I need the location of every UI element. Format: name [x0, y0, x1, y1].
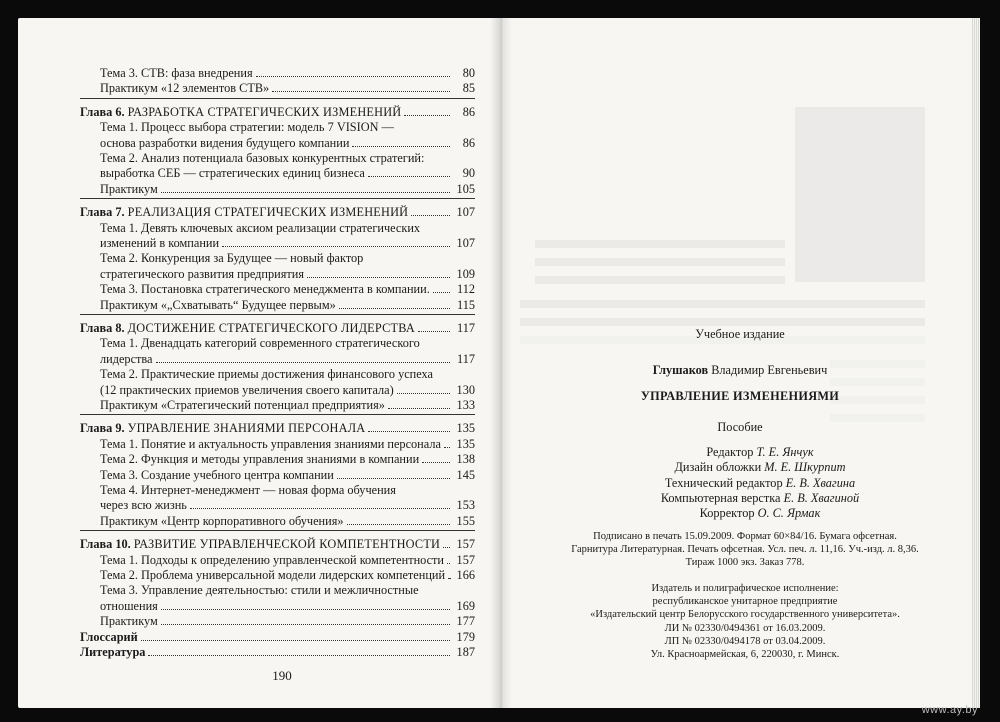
leader-dots	[141, 639, 450, 641]
page-number: 190	[272, 668, 292, 683]
leader-dots	[411, 214, 450, 216]
toc-entry	[100, 236, 475, 250]
leader-dots	[307, 276, 450, 278]
toc-entry	[100, 66, 475, 80]
imprint-line: Тираж 1000 экз. Заказ 778.	[685, 557, 805, 569]
toc-entry-text: Тема 2. Анализ потенциала базовых конкурентных стратегий:	[100, 151, 425, 165]
toc-page-number: 135	[456, 421, 475, 436]
leader-dots	[222, 245, 450, 247]
toc-entry	[100, 367, 475, 381]
toc-entry-text: Тема 3. Управление деятельностью: стили и межличностные	[100, 583, 419, 598]
credit-role: Компьютерная верстка	[660, 490, 781, 505]
toc-entry	[100, 483, 475, 497]
chapter-separator	[80, 98, 475, 99]
toc-entry-text: Тема 1. Девять ключевых аксиом реализации стратегических	[100, 220, 421, 235]
toc-page-number: 166	[456, 568, 475, 582]
toc-entry	[100, 568, 475, 582]
toc-entry-text: Тема 1. Процесс выбора стратегии: модель 7 VISION —	[100, 120, 394, 135]
toc-page-number: 86	[462, 135, 475, 150]
toc-entry-text: стратегического развития предприятия	[100, 266, 304, 281]
leader-dots	[339, 307, 450, 309]
toc-entry	[100, 136, 475, 150]
toc-page-number: 135	[456, 436, 475, 451]
toc-entry	[100, 398, 475, 412]
credit-line	[560, 476, 960, 490]
toc-page-number: 179	[456, 629, 475, 644]
genre: Пособие	[717, 420, 763, 434]
chapter-separator	[80, 530, 475, 531]
toc-entry-text: через всю жизнь	[100, 498, 187, 513]
toc-entry-text: Тема 3. СТВ: фаза внедрения	[100, 66, 253, 80]
toc-chapter	[80, 321, 475, 335]
toc-chapter	[80, 105, 475, 119]
leader-dots	[148, 654, 450, 656]
leader-dots	[161, 623, 450, 625]
toc-entry-text: Тема 2. Практические приемы достижения финансового успеха	[100, 367, 434, 382]
leader-dots	[433, 291, 450, 293]
leader-dots	[404, 114, 450, 116]
toc-entry	[100, 298, 475, 312]
toc-page-number: 109	[456, 266, 475, 281]
toc-page-number: 157	[456, 552, 475, 567]
toc-page-number: 117	[457, 321, 475, 335]
toc-page-number: 138	[456, 452, 475, 467]
toc-page-number: 115	[457, 297, 475, 312]
toc-page-number: 130	[456, 382, 475, 397]
credit-line	[560, 491, 960, 505]
toc-page-number: 177	[456, 614, 475, 629]
watermark: www.ay.by	[921, 704, 978, 716]
book-title: УПРАВЛЕНИЕ ИЗМЕНЕНИЯМИ	[640, 389, 840, 403]
credit-name: Е. В. Хвагина	[785, 475, 856, 490]
leader-dots	[444, 446, 450, 448]
toc-entry	[100, 166, 475, 180]
publisher-line: «Издательский центр Белорусского государственного университета».	[590, 609, 900, 621]
toc-page-number: 86	[462, 104, 475, 119]
leader-dots	[397, 392, 450, 394]
chapter-label: Глава 10.	[80, 537, 131, 552]
leader-dots	[418, 330, 450, 332]
toc-entry-text: Практикум «Стратегический потенциал предприятия»	[100, 398, 385, 412]
toc-page-number: 107	[456, 236, 475, 250]
toc-entry-text: Тема 2. Конкуренция за Будущее — новый фактор	[100, 251, 364, 266]
toc-entry	[100, 583, 475, 597]
toc-entry	[100, 553, 475, 567]
toc-page-number: 169	[456, 598, 475, 613]
credit-name: Е. В. Хвагиной	[783, 490, 860, 505]
toc-entry-text: Практикум	[100, 614, 158, 629]
toc-page-number: 80	[462, 66, 475, 80]
leader-dots	[447, 562, 450, 564]
credit-name: Т. Е. Янчук	[756, 445, 814, 459]
toc-chapter	[80, 205, 475, 219]
toc-entry-text: Тема 2. Проблема универсальной модели лидерских компетенций	[100, 568, 446, 582]
toc-entry-text: Практикум «Центр корпоративного обучения»	[100, 513, 344, 528]
leader-dots	[161, 608, 450, 610]
leader-dots	[448, 577, 450, 579]
toc-entry	[100, 437, 475, 451]
credit-role: Технический редактор	[664, 475, 783, 490]
toc-entry-text: отношения	[100, 598, 158, 613]
toc-entry-text: Тема 3. Создание учебного центра компании	[100, 467, 334, 482]
bleed-through-text	[535, 258, 785, 266]
leader-dots	[347, 523, 450, 525]
publisher-line: ЛИ № 02330/0494361 от 16.03.2009.	[664, 622, 826, 634]
chapter-separator	[80, 198, 475, 199]
toc-entry-text: Тема 3. Постановка стратегического менеджмента в компании.	[100, 282, 430, 297]
toc-chapter	[80, 630, 475, 644]
chapter-label: Глава 7.	[80, 205, 125, 220]
author-name: Владимир Евгеньевич	[711, 363, 828, 377]
toc-page-number: 112	[457, 282, 475, 297]
publisher-line: Издатель и полиграфическое исполнение:	[651, 583, 839, 594]
credit-role: Редактор	[706, 445, 754, 459]
toc-entry	[100, 251, 475, 265]
toc-entry	[100, 120, 475, 134]
bleed-through-text	[535, 240, 785, 248]
chapter-label: Глава 6.	[80, 104, 125, 119]
credit-line	[560, 506, 960, 520]
toc-entry-text: Тема 1. Понятие и актуальность управления знаниями персонала	[100, 436, 441, 451]
toc-entry-text: Практикум	[100, 181, 158, 196]
toc-page-number: 153	[456, 498, 475, 513]
toc-entry	[100, 221, 475, 235]
toc-page-number: 155	[456, 513, 475, 528]
toc-entry-text: Тема 2. Функция и методы управления знаниями в компании	[100, 452, 420, 467]
toc-entry	[100, 151, 475, 165]
leader-dots	[422, 461, 450, 463]
imprint-line: Гарнитура Литературная. Печать офсетная. Усл. печ. л. 11,16. Уч.-изд. л. 8,36.	[571, 544, 919, 556]
chapter-label: Глава 9.	[80, 421, 125, 436]
author-surname: Глушаков	[652, 363, 709, 377]
toc-entry-text: (12 практических приемов увеличения своего капитала)	[100, 382, 394, 397]
toc-entry	[100, 498, 475, 512]
leader-dots	[388, 407, 450, 409]
toc-entry-text: Практикум «„Схватывать“ Будущее первым»	[100, 297, 336, 312]
credit-line	[560, 460, 960, 474]
chapter-title: ДОСТИЖЕНИЕ СТРАТЕГИЧЕСКОГО ЛИДЕРСТВА	[127, 321, 415, 335]
leader-dots	[368, 175, 450, 177]
bleed-through-image	[795, 107, 925, 282]
chapter-label: Глоссарий	[80, 629, 138, 644]
toc-entry-text: Практикум «12 элементов СТВ»	[100, 81, 270, 96]
toc-chapter	[80, 537, 475, 551]
toc-entry	[100, 468, 475, 482]
leader-dots	[190, 507, 450, 509]
toc-entry	[100, 383, 475, 397]
toc-chapter	[80, 421, 475, 435]
toc-entry-text: Тема 1. Подходы к определению управленческой компетентности	[100, 552, 445, 567]
toc-page-number: 133	[456, 398, 475, 412]
bleed-through-text	[535, 276, 785, 284]
leader-dots	[443, 546, 450, 548]
credit-line	[560, 445, 960, 459]
toc-entry	[100, 614, 475, 628]
toc-entry	[100, 514, 475, 528]
toc-entry-text: выработка СЕБ — стратегических единиц бизнеса	[100, 166, 365, 181]
leader-dots	[368, 430, 450, 432]
chapter-title: УПРАВЛЕНИЕ ЗНАНИЯМИ ПЕРСОНАЛА	[127, 421, 366, 436]
toc-page-number: 85	[462, 81, 475, 96]
chapter-title: РАЗВИТИЕ УПРАВЛЕНЧЕСКОЙ КОМПЕТЕНТНОСТИ	[133, 537, 441, 552]
toc-entry-text: основа разработки видения будущего компании	[100, 135, 350, 150]
publisher-line: ЛП № 02330/0494178 от 03.04.2009.	[664, 635, 826, 647]
leader-dots	[256, 75, 450, 77]
toc-page-number: 187	[456, 645, 475, 659]
leader-dots	[156, 361, 450, 363]
toc-entry-text: Тема 1. Двенадцать категорий современного стратегического	[100, 336, 420, 351]
credit-name: О. С. Ярмак	[757, 506, 821, 521]
leader-dots	[337, 477, 450, 479]
bleed-through-text	[520, 318, 925, 326]
chapter-title: РЕАЛИЗАЦИЯ СТРАТЕГИЧЕСКИХ ИЗМЕНЕНИЙ	[127, 205, 409, 220]
leader-dots	[272, 90, 450, 92]
toc-entry	[100, 81, 475, 95]
toc-page-number: 157	[456, 537, 475, 552]
publisher-line: Ул. Красноармейская, 6, 220030, г. Минск.	[650, 649, 840, 660]
chapter-label: Литература	[80, 645, 146, 659]
publisher-line: республиканское унитарное предприятие	[652, 596, 838, 608]
toc-page-number: 107	[456, 205, 475, 220]
toc-entry	[100, 599, 475, 613]
credit-name: М. Е. Шкурпит	[764, 460, 846, 475]
imprint-line: Подписано в печать 15.09.2009. Формат 60×84/16. Бумага офсетная.	[593, 531, 897, 542]
toc-entry	[100, 282, 475, 296]
toc-entry	[100, 336, 475, 350]
toc-entry-text: изменений в компании	[100, 236, 220, 250]
toc-page-number: 117	[457, 351, 475, 366]
toc-entry-text: лидерства	[100, 351, 153, 366]
chapter-label: Глава 8.	[80, 321, 125, 335]
chapter-separator	[80, 414, 475, 415]
toc-chapter	[80, 645, 475, 659]
edition-type: Учебное издание	[695, 327, 785, 341]
leader-dots	[161, 191, 450, 193]
credit-role: Корректор	[699, 506, 755, 521]
chapter-separator	[80, 314, 475, 315]
toc-entry	[100, 452, 475, 466]
toc-entry-text: Тема 4. Интернет-менеджмент — новая форма обучения	[100, 483, 396, 497]
toc-entry	[100, 267, 475, 281]
toc-page-number: 145	[456, 467, 475, 482]
toc-page-number: 105	[456, 181, 475, 196]
toc-entry	[100, 182, 475, 196]
chapter-title: РАЗРАБОТКА СТРАТЕГИЧЕСКИХ ИЗМЕНЕНИЙ	[127, 104, 402, 119]
author	[500, 363, 980, 377]
credit-role: Дизайн обложки	[674, 460, 762, 475]
toc-entry	[100, 352, 475, 366]
leader-dots	[352, 145, 450, 147]
bleed-through-text	[830, 378, 925, 386]
toc-page-number: 90	[462, 166, 475, 181]
bleed-through-text	[520, 300, 925, 308]
